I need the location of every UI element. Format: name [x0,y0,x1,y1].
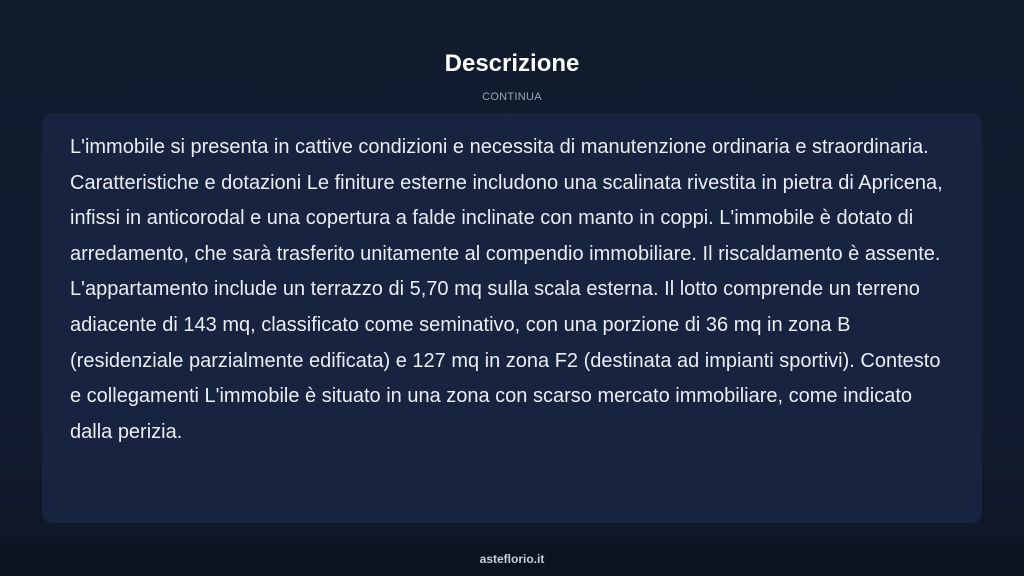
page-subtitle: CONTINUA [482,91,542,103]
footer-site-link[interactable]: asteflorio.it [479,552,545,566]
description-text: L'immobile si presenta in cattive condizioni e necessita di manutenzione ordinaria e straordinaria. Caratteristiche e dotazioni Le finiture esterne includono una scalinata rivestita in pietra di Apricena, infissi in anticorodal e una copertura a falde inclinate con manto in coppi. L'immobile è dotato di arredamento, che sarà trasferito unitamente al compendio immobiliare. Il riscaldamento è assente. L'appartamento include un terrazzo di 5,70 mq sulla scala esterna. Il lotto comprende un terreno adiacente di 143 mq, classificato come seminativo, con una porzione di 36 mq in zona B (residenziale parzialmente edificata) e 127 mq in zona F2 (destinata ad impianti sportivi). Contesto e collegamenti L'immobile è situato in una zona con scarso mercato immobiliare, come indicato dalla perizia. [70,136,943,443]
page-title: Descrizione [444,50,580,77]
page-header [0,48,1024,104]
footer-bar [0,543,1024,576]
description-card [42,113,982,523]
